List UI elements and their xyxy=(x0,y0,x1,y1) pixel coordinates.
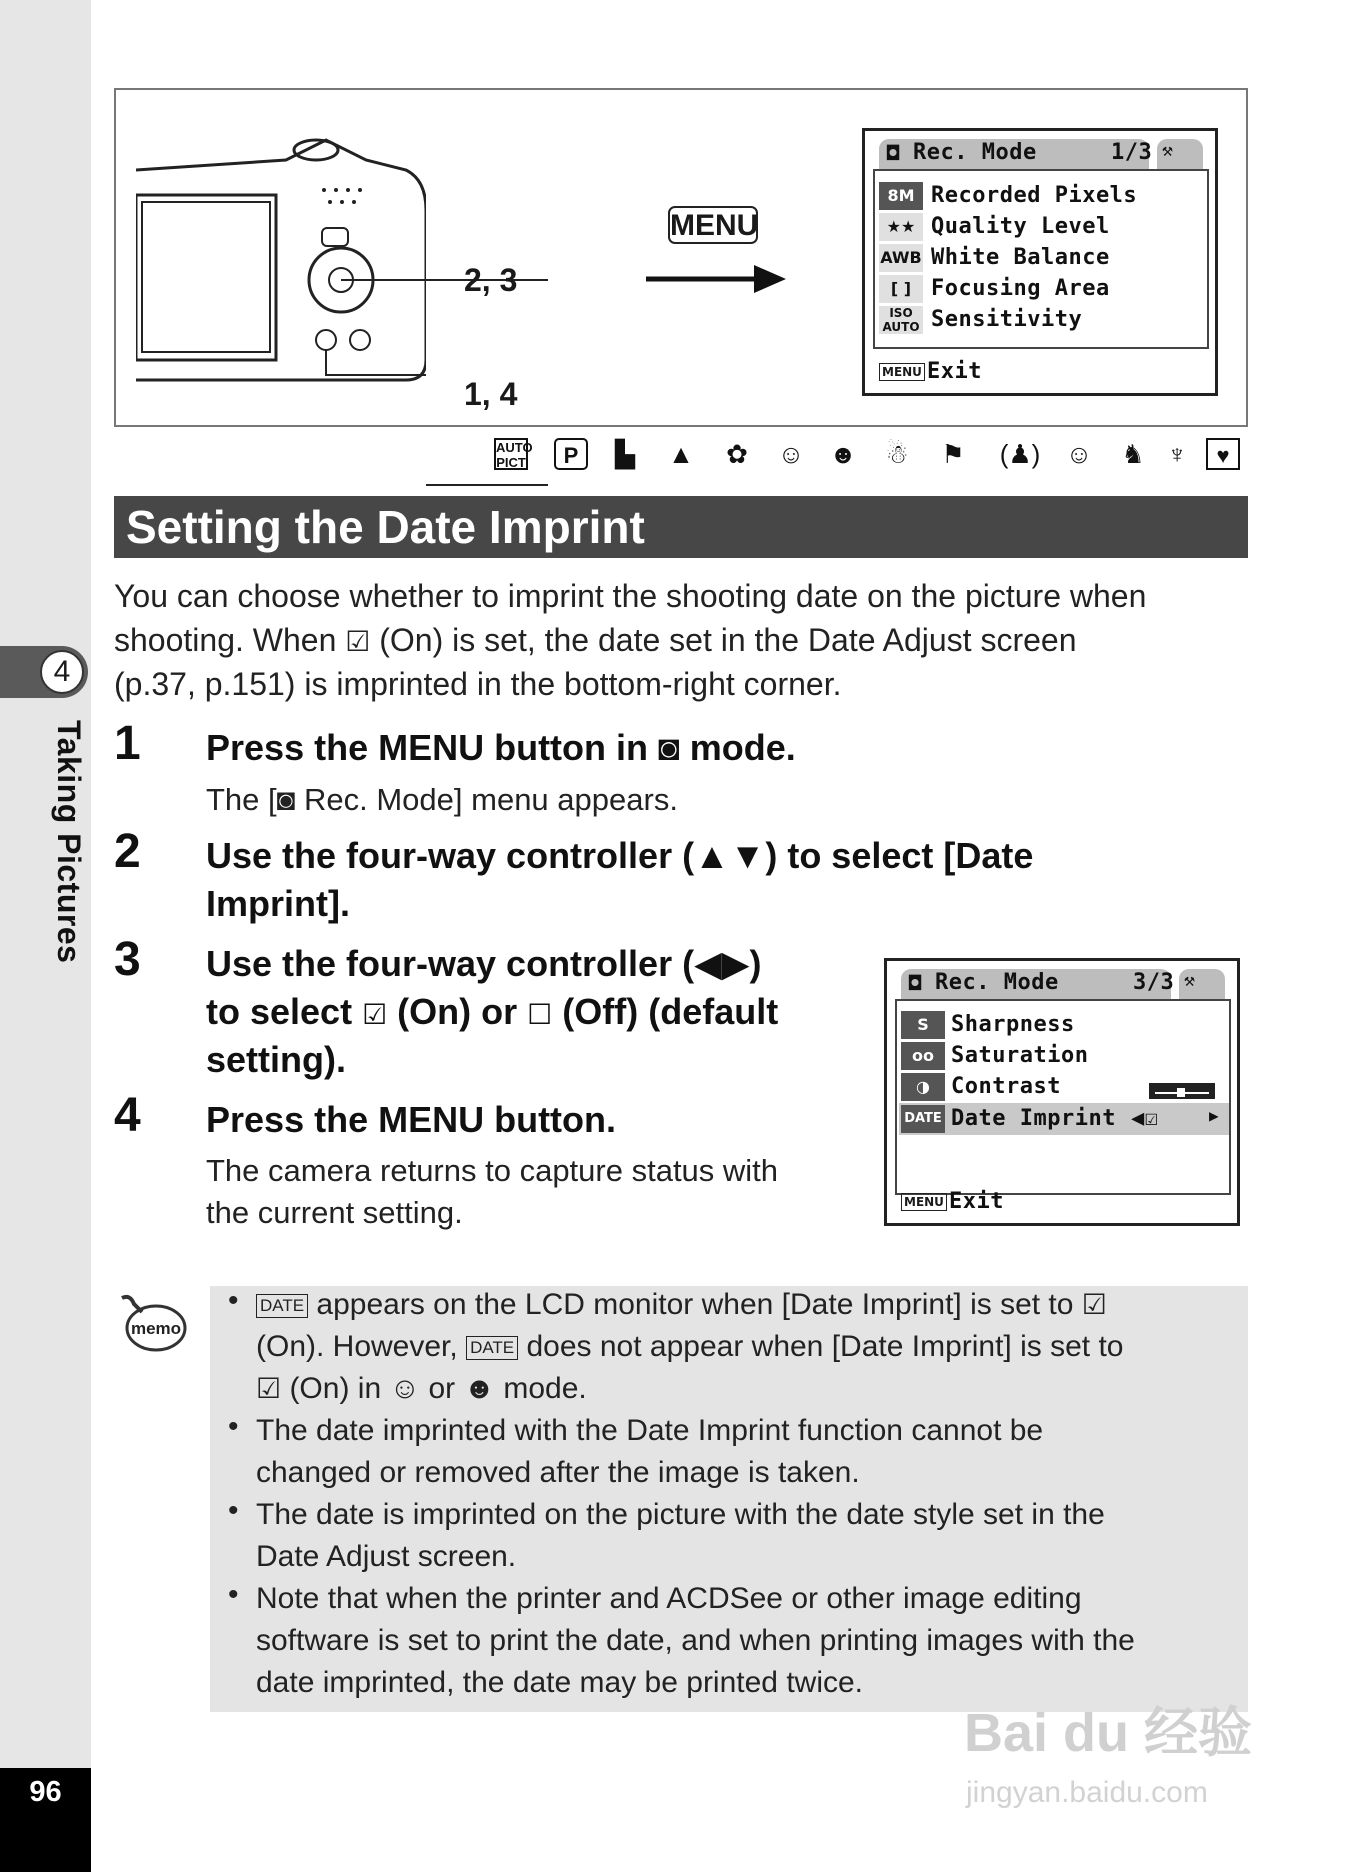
step-4-heading: Press the MENU button. xyxy=(206,1099,617,1140)
memo-text: mode. xyxy=(495,1372,587,1405)
step-4-body-line-1: The camera returns to capture status with xyxy=(206,1153,779,1188)
pet-mode-icon: ☻ xyxy=(463,1372,496,1405)
callout-2-3: 2, 3 xyxy=(464,262,518,298)
focus-area-icon: [ ] xyxy=(879,275,923,303)
camera-icon: ◘ xyxy=(909,971,922,995)
step-text: mode. xyxy=(679,727,796,768)
camera-icon: ◙ xyxy=(658,727,680,768)
night-scene-mode-icon: ▙ xyxy=(615,439,635,469)
lcd2-header: Rec. Mode xyxy=(935,970,1059,995)
step-number: 2 xyxy=(114,825,141,878)
step-3-heading-line-2 xyxy=(206,988,778,1039)
memo-bullet-4-line-2: software is set to print the date, and when printing images with the xyxy=(256,1624,1135,1657)
memo-bullet-1-line-3 xyxy=(256,1368,587,1410)
menu-icon: MENU xyxy=(901,1193,947,1211)
pet-mode-icon: ♞ xyxy=(1121,439,1145,469)
step-text: to select xyxy=(206,991,363,1032)
memo-bullet-1-line-2 xyxy=(256,1326,1123,1368)
lcd1-page: 1/3 xyxy=(1111,140,1153,165)
step-2-heading-line-2: Imprint]. xyxy=(206,883,350,924)
lcd-rec-mode-1 xyxy=(862,128,1218,396)
frame-mode-icon: ♥ xyxy=(1206,438,1240,470)
step-text: Rec. Mode] menu appears. xyxy=(295,782,678,817)
checkbox-on-icon: ☑ xyxy=(362,999,388,1030)
memo-text: or xyxy=(420,1372,464,1405)
intro-text: (On) is set, the date set in the Date Adjust screen xyxy=(370,622,1077,658)
memo-bullet-3-line-2: Date Adjust screen. xyxy=(256,1540,517,1573)
lcd1-item: Recorded Pixels xyxy=(931,183,1138,208)
checkbox-on-icon: ☑ xyxy=(345,626,371,657)
step-text: (On) or xyxy=(387,991,528,1032)
menu-icon: MENU xyxy=(879,363,925,381)
memo-bullet-2-line-1: The date imprinted with the Date Imprint function cannot be xyxy=(256,1414,1044,1447)
sport-mode-icon: ⚑ xyxy=(941,439,965,469)
checkbox-on-icon: ☑ xyxy=(256,1373,282,1404)
right-arrow-icon xyxy=(646,262,786,296)
memo-bullet-2-line-2: changed or removed after the image is taken. xyxy=(256,1456,860,1489)
date-badge-icon: DATE xyxy=(256,1294,308,1318)
wrench-icon: ⚒ xyxy=(1162,140,1174,161)
baidu-watermark-url: jingyan.baidu.com xyxy=(966,1776,1208,1809)
step-2-heading-line-1: Use the four-way controller (▲▼) to select [Date xyxy=(206,835,1034,876)
lcd-rec-mode-3 xyxy=(884,958,1240,1226)
memo-text: does not appear when [Date Imprint] is set to xyxy=(518,1330,1124,1363)
checkbox-off-icon: ☐ xyxy=(527,999,553,1030)
step-4-body-line-2: the current setting. xyxy=(206,1195,463,1230)
chapter-number: 4 xyxy=(40,650,84,694)
lcd1-exit: Exit xyxy=(927,359,982,384)
wrench-icon: ⚒ xyxy=(1184,970,1196,991)
lcd1-item: Quality Level xyxy=(931,214,1110,239)
lcd2-exit: Exit xyxy=(949,1189,1004,1214)
memo-bullet-4-line-3: date imprinted, the date may be printed twice. xyxy=(256,1666,864,1699)
program-mode-icon: P xyxy=(554,438,588,470)
sharpness-icon: S xyxy=(901,1011,945,1039)
kids-mode-icon: ☺ xyxy=(389,1372,421,1405)
memo-text: appears on the LCD monitor when [Date Imprint] is set to xyxy=(308,1288,1082,1321)
memo-label: memo xyxy=(130,1319,182,1338)
memo-bullet-1-line-1 xyxy=(256,1284,1107,1326)
baidu-watermark: Bai du 经验 xyxy=(964,1703,1253,1763)
page-number: 96 xyxy=(29,1776,62,1808)
memo-bullet-3-line-1: The date is imprinted on the picture with the date style set in the xyxy=(256,1498,1105,1531)
date-badge-icon: DATE xyxy=(466,1336,518,1360)
saturation-icon: oo xyxy=(901,1042,945,1070)
section-title: Setting the Date Imprint xyxy=(126,501,645,553)
landscape-mode-icon: ▲ xyxy=(668,439,694,469)
menu-key-icon: MENU xyxy=(668,206,758,244)
kids-mode-icon: ☺ xyxy=(1065,439,1093,469)
checkbox-on-icon: ☑ xyxy=(1081,1289,1107,1320)
pixels-icon: 8M xyxy=(879,182,923,210)
bullet-dot: • xyxy=(228,1494,239,1527)
lcd2-item: Date Imprint xyxy=(951,1106,1116,1131)
awb-icon: AWB xyxy=(879,244,923,272)
lcd1-item: Focusing Area xyxy=(931,276,1110,301)
lcd2-item: Saturation xyxy=(951,1043,1089,1068)
step-1-body xyxy=(206,779,678,821)
auto-pict-mode-icon: AUTO PICT xyxy=(496,440,533,470)
iso-icon: ISO AUTO xyxy=(879,306,923,334)
contrast-slider-icon xyxy=(1149,1083,1215,1099)
memo-text: (On). However, xyxy=(256,1330,467,1363)
date-icon: DATE xyxy=(901,1105,945,1133)
intro-line-3: (p.37, p.151) is imprinted in the bottom-right corner. xyxy=(114,666,842,702)
step-text: (Off) (default xyxy=(552,991,779,1032)
value-right-arrow-icon: ▶ xyxy=(1209,1106,1220,1125)
lcd1-header: Rec. Mode xyxy=(913,140,1037,165)
step-number: 3 xyxy=(114,933,141,986)
lcd1-item: White Balance xyxy=(931,245,1110,270)
lcd1-item: Sensitivity xyxy=(931,307,1083,332)
value-left-arrow-icon: ◀☑ xyxy=(1131,1106,1159,1131)
quality-icon: ★★ xyxy=(879,213,923,241)
intro-line-1: You can choose whether to imprint the shooting date on the picture when xyxy=(114,578,1147,614)
callout-1-4: 1, 4 xyxy=(464,376,518,412)
memo-text: (On) in xyxy=(281,1372,390,1405)
camera-icon: ◙ xyxy=(276,782,296,817)
bullet-dot: • xyxy=(228,1284,239,1317)
step-3-heading-line-3: setting). xyxy=(206,1039,346,1080)
chapter-title: Taking Pictures xyxy=(51,720,87,964)
camera-icon: ◘ xyxy=(887,141,900,165)
lcd2-item: Contrast xyxy=(951,1074,1061,1099)
portrait-mode-icon: ☺ xyxy=(777,439,805,469)
digital-sr-mode-icon: (♟) xyxy=(999,439,1041,469)
bullet-dot: • xyxy=(228,1410,239,1443)
surf-snow-mode-icon: ☃ xyxy=(885,439,909,469)
intro-line-2 xyxy=(114,618,1077,664)
memo-icon xyxy=(118,1292,188,1354)
step-1-heading xyxy=(206,724,796,772)
lcd2-page: 3/3 xyxy=(1133,970,1175,995)
step-number: 1 xyxy=(114,717,141,770)
memo-bullet-4-line-1: Note that when the printer and ACDSee or other image editing xyxy=(256,1582,1082,1615)
lcd2-item: Sharpness xyxy=(951,1012,1075,1037)
step-number: 4 xyxy=(114,1089,141,1142)
flower-mode-icon: ✿ xyxy=(726,439,748,469)
bullet-dot: • xyxy=(228,1578,239,1611)
intro-text: shooting. When xyxy=(114,622,346,658)
contrast-icon: ◑ xyxy=(901,1073,945,1101)
food-mode-icon: ♆ xyxy=(1167,439,1187,469)
step-3-heading-line-1: Use the four-way controller (◀▶) xyxy=(206,943,762,984)
step-text: The [ xyxy=(206,782,277,817)
skin-tone-mode-icon: ☻ xyxy=(829,439,857,469)
step-text: Press the MENU button in xyxy=(206,727,659,768)
